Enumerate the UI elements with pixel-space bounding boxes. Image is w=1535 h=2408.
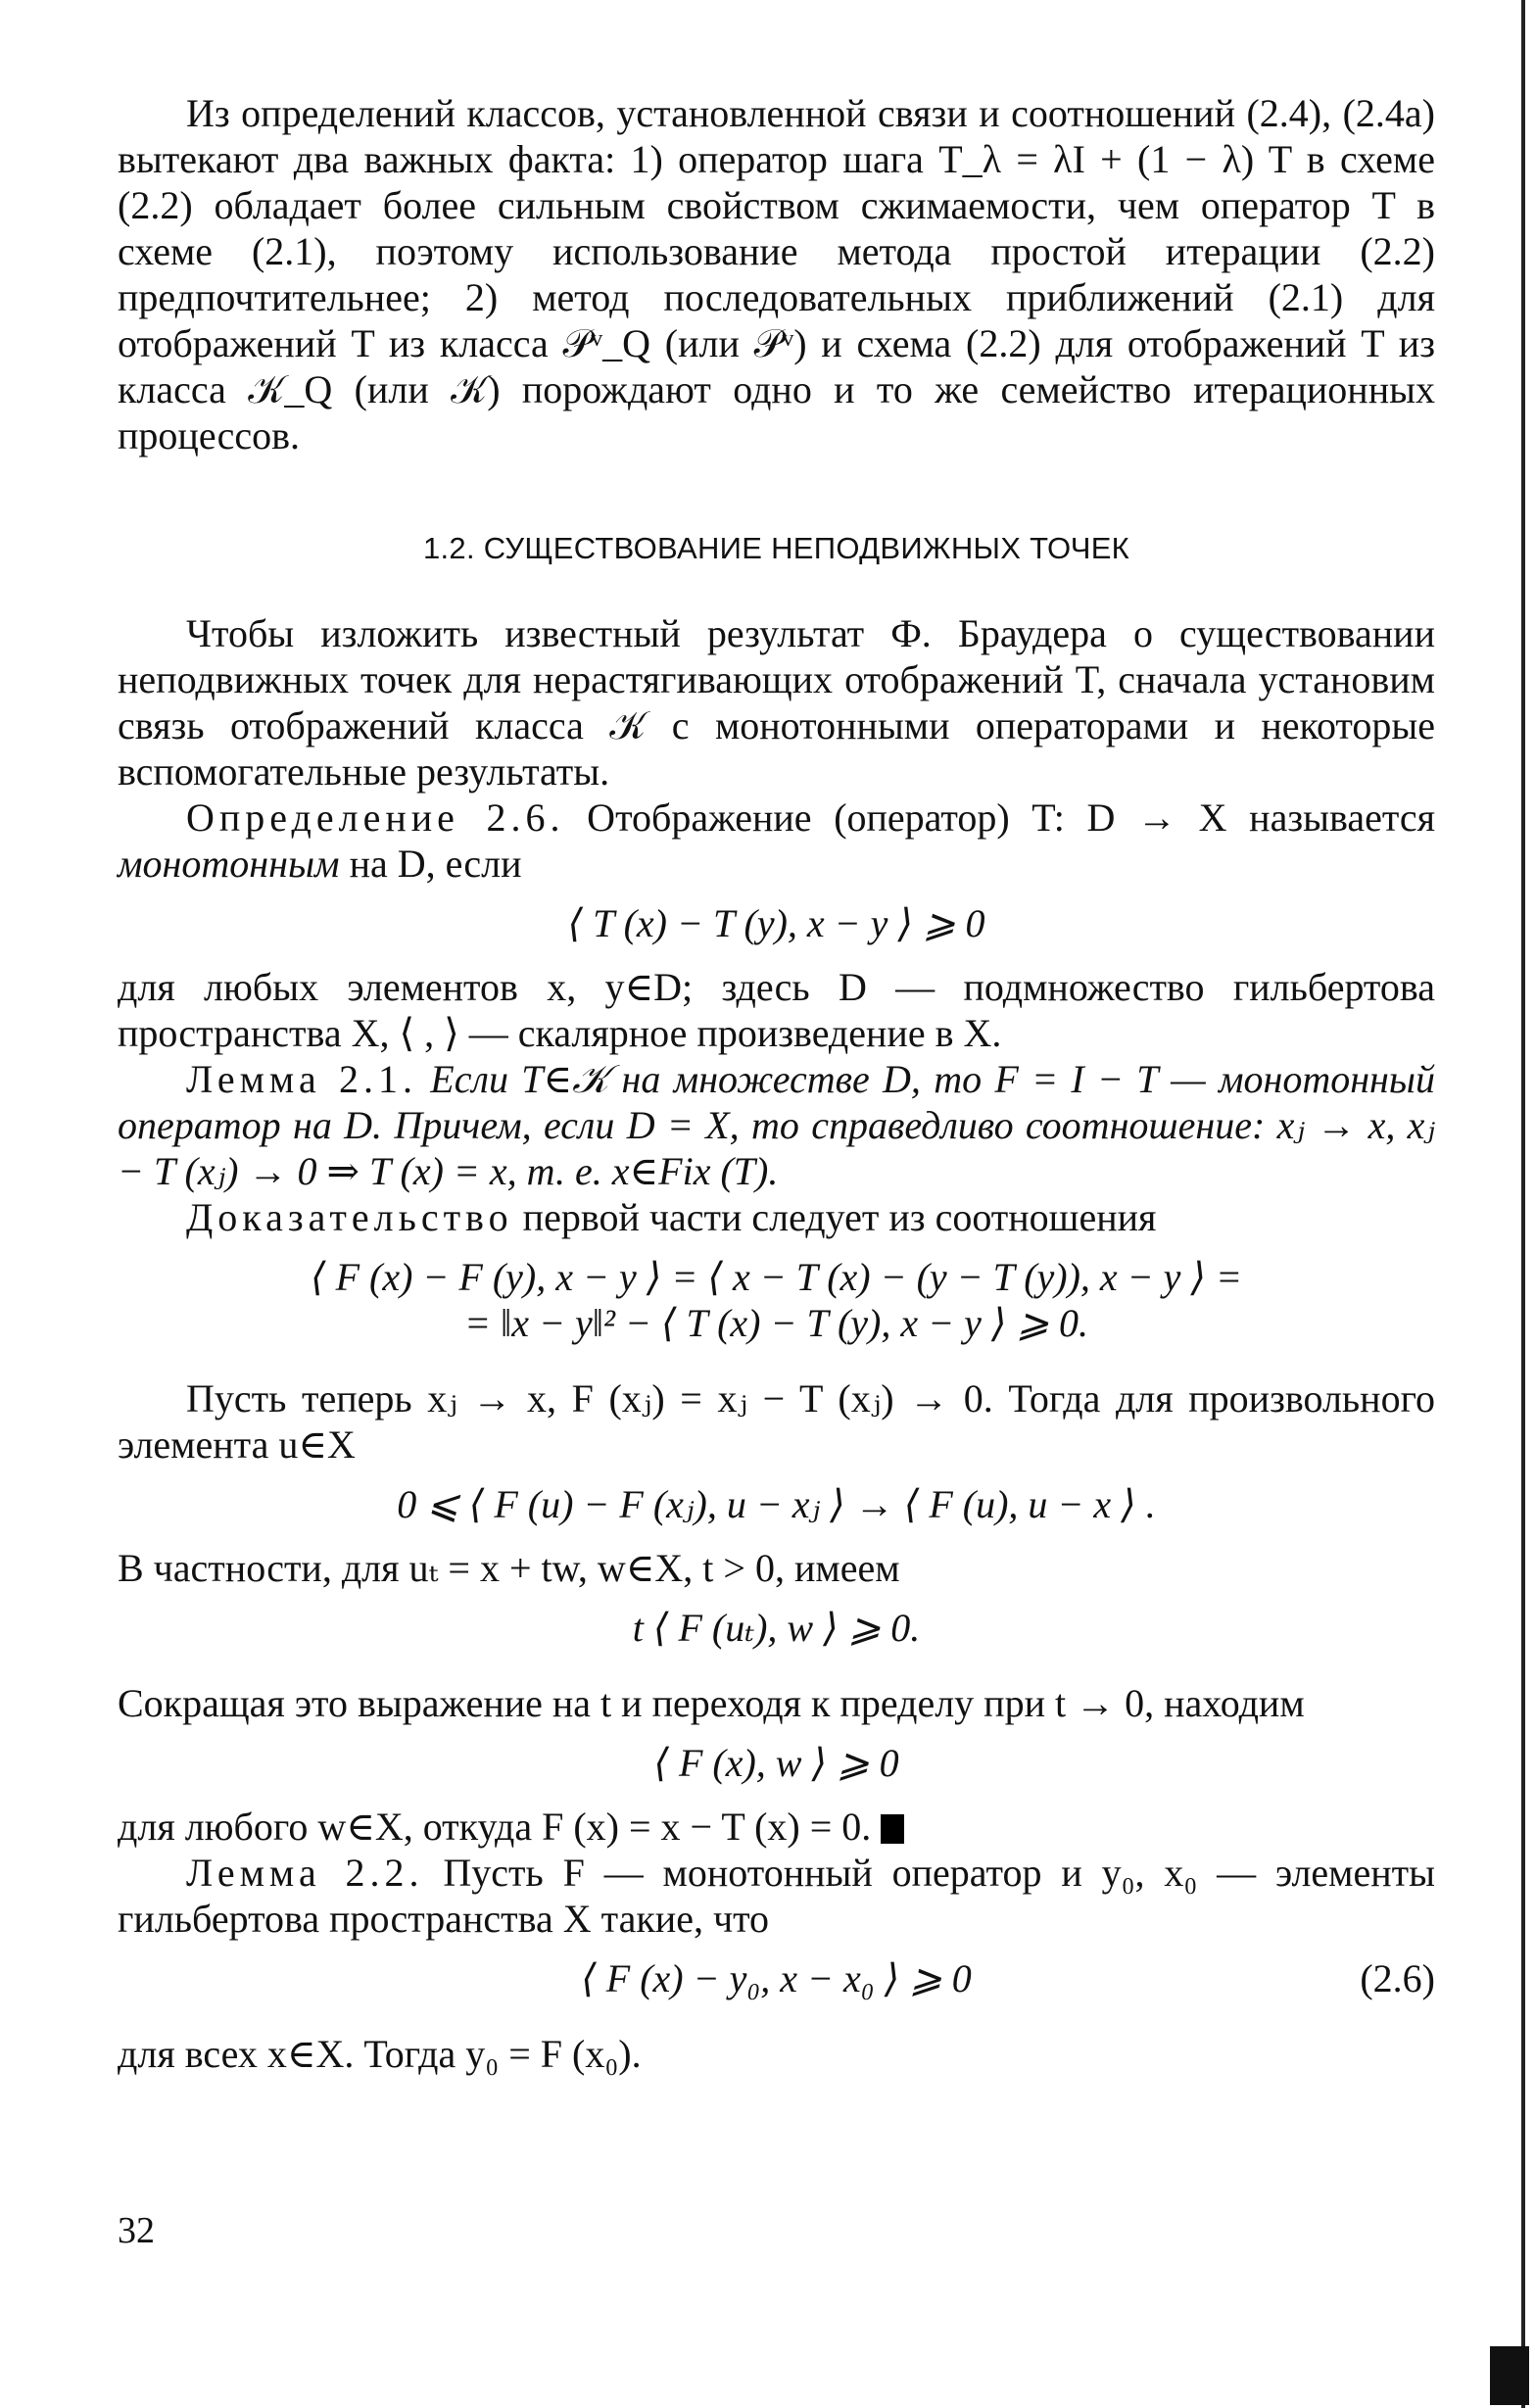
formula-monotone: ⟨ T (x) − T (y), x − y ⟩ ⩾ 0: [567, 901, 985, 945]
formula-t-inequality: t ⟨ F (uₜ), w ⟩ ⩾ 0.: [632, 1606, 921, 1650]
definition-2-6: [118, 795, 1435, 887]
proof-text: первой части следует из соотношения: [512, 1195, 1157, 1239]
definition-label: Определение 2.6.: [186, 795, 565, 840]
paragraph-browder: Чтобы изложить известный результат Ф. Браудера о существовании неподвижных точек для нерастягивающих отображений T, сначала установим связь отображений класса 𝒦 с монотонными операторами и некоторые вспомогательные результаты.: [118, 611, 1435, 794]
paragraph-particular-case: В частности, для uₜ = x + tw, w∈X, t > 0, имеем: [118, 1546, 900, 1590]
definition-term: монотонным: [118, 842, 340, 886]
formula-2-6-body: ⟨ F (x) − y₀, x − x₀ ⟩ ⩾ 0: [581, 1956, 972, 2000]
lemma-2-2: [118, 1850, 1435, 1942]
paragraph-hilbert-space: для любых элементов x, y∈D; здесь D — подмножество гильбертова пространства X, ⟨ , ⟩ — скалярное произведение в X.: [118, 965, 1435, 1055]
lemma-2-1-text: Если T∈𝒦 на множестве D, то F = I − T — монотонный оператор на D. Причем, если D = X, то справедливо соотношение: xⱼ → x, xⱼ − T (xⱼ) → 0 ⇒ T (x) = x, т. е. x∈Fix (T).: [118, 1057, 1435, 1193]
lemma-2-1-label: Лемма 2.1.: [186, 1057, 418, 1101]
formula-proof-line-2: = ‖x − y‖² − ⟨ T (x) − T (y), x − y ⟩ ⩾ 0.: [464, 1301, 1088, 1345]
proof-label: Доказательство: [186, 1195, 513, 1239]
lemma-2-2-text: Пусть F — монотонный оператор и y₀, x₀ — элементы гильбертова пространства X такие, что: [118, 1851, 1435, 1941]
conclusion-text: для любого w∈X, откуда F (x) = x − T (x) = 0.: [118, 1805, 872, 1849]
paragraph-reduce: Сокращая это выражение на t и переходя к пределу при t → 0, находим: [118, 1681, 1305, 1725]
definition-text-start: Отображение (оператор) T: D → X называется: [564, 795, 1436, 840]
lemma-2-1: [118, 1056, 1435, 1194]
paragraph-final: для всех x∈X. Тогда y₀ = F (x₀).: [118, 2032, 642, 2076]
lemma-2-2-label: Лемма 2.2.: [186, 1851, 424, 1895]
formula-proof-line-1: ⟨ F (x) − F (y), x − y ⟩ = ⟨ x − T (x) − (y − T (y)), x − y ⟩ =: [310, 1255, 1242, 1299]
paragraph-convergence: Пусть теперь xⱼ → x, F (xⱼ) = xⱼ − T (xⱼ) → 0. Тогда для произвольного элемента u∈X: [118, 1376, 1435, 1467]
page-number: 32: [118, 2210, 155, 2251]
proof-start: [118, 1194, 1435, 1240]
equation-number: (2.6): [1360, 1956, 1435, 2000]
page-body: [118, 90, 1435, 2077]
paragraph-intro: Из определений классов, установленной связи и соотношений (2.4), (2.4а) вытекают два важных факта: 1) оператор шага T_λ = λI + (1 − λ) T в схеме (2.2) обладает более сильным свойством сжимаемости, чем оператор T в схеме (2.1), поэтому использование метода простой итерации (2.2) предпочтительнее; 2) метод последовательных приближений (2.1) для отображений T из класса 𝒫ᵛ_Q (или 𝒫ᵛ) и схема (2.2) для отображений T из класса 𝒦_Q (или 𝒦) порождают одно и то же семейство итерационных процессов.: [118, 91, 1435, 458]
formula-result: ⟨ F (x), w ⟩ ⩾ 0: [653, 1741, 899, 1785]
formula-2-6: [118, 1955, 1435, 2001]
qed-square-icon: [881, 1814, 904, 1844]
page-edge-corner: [1490, 2346, 1529, 2405]
section-heading: 1.2. СУЩЕСТВОВАНИЕ НЕПОДВИЖНЫХ ТОЧЕК: [422, 531, 1130, 565]
definition-text-end: на D, если: [339, 842, 522, 886]
paragraph-conclusion: [118, 1804, 1435, 1850]
formula-limit: 0 ⩽ ⟨ F (u) − F (xⱼ), u − xⱼ ⟩ → ⟨ F (u), u − x ⟩ .: [397, 1482, 1156, 1526]
page-edge-line: [1521, 0, 1525, 2408]
